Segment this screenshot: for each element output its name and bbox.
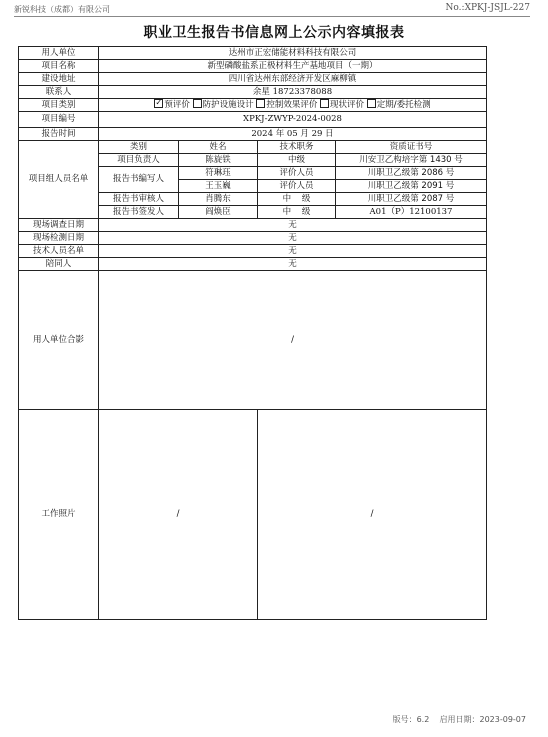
category-option-periodic-testing[interactable]: 定期/委托检测 [367, 100, 431, 110]
survey-date-value: 无 [99, 219, 487, 232]
team-label: 项目组人员名单 [19, 141, 99, 219]
address-label: 建设地址 [19, 73, 99, 86]
employer-label: 用人单位 [19, 47, 99, 60]
category-option-status-evaluation[interactable]: 现状评价 [320, 100, 364, 110]
team-writer-title: 评价人员 [258, 180, 336, 193]
team-header-title: 技术职务 [258, 141, 336, 154]
tech-staff-label: 技术人员名单 [19, 245, 99, 258]
team-reviewer-role: 报告书审核人 [99, 193, 179, 206]
header-company: 新锐科技（成都）有限公司 [14, 5, 110, 14]
test-date-label: 现场检测日期 [19, 232, 99, 245]
footer-version: 版号：6.2 [392, 715, 430, 724]
team-writer-role: 报告书编写人 [99, 167, 179, 193]
footer [393, 714, 526, 725]
team-header-category: 类别 [99, 141, 179, 154]
category-options [99, 99, 487, 112]
report-time-label: 报告时间 [19, 128, 99, 141]
escort-value: 无 [99, 258, 487, 271]
team-writer-name: 符琳珏 [179, 167, 258, 180]
team-issuer-name: 阎焕臣 [179, 206, 258, 219]
team-writer-cert: 川职卫乙级第 2086 号 [336, 167, 487, 180]
project-number-value: XPKJ-ZWYP-2024-0028 [99, 112, 487, 128]
team-header-cert: 资质证书号 [336, 141, 487, 154]
checkbox[interactable] [193, 99, 202, 108]
team-writer-name: 王玉巍 [179, 180, 258, 193]
work-photo-label: 工作照片 [19, 410, 99, 620]
team-writer-title: 评价人员 [258, 167, 336, 180]
work-photo-right: / [258, 410, 487, 620]
category-option-control-effect[interactable]: 控制效果评价 [256, 100, 317, 110]
header-doc-number: No.:XPKJ-JSJL-227 [445, 3, 530, 13]
project-name-value: 新型磷酸盐系正极材料生产基地项目（一期） [99, 60, 487, 73]
project-number-label: 项目编号 [19, 112, 99, 128]
contact-label: 联系人 [19, 86, 99, 99]
work-photo-left: / [99, 410, 258, 620]
group-photo-label: 用人单位合影 [19, 271, 99, 410]
team-reviewer-cert: 川职卫乙级第 2087 号 [336, 193, 487, 206]
form-table [18, 46, 487, 620]
header-divider [14, 16, 530, 17]
team-issuer-cert: A01（P）12100137 [336, 206, 487, 219]
checkbox[interactable] [320, 99, 329, 108]
team-leader-title: 中级 [258, 154, 336, 167]
form-title: 职业卫生报告书信息网上公示内容填报表 [143, 25, 405, 41]
test-date-value: 无 [99, 232, 487, 245]
employer-value: 达州市正宏储能材料科技有限公司 [99, 47, 487, 60]
team-leader-role: 项目负责人 [99, 154, 179, 167]
escort-label: 陪同人 [19, 258, 99, 271]
footer-enable-date: 启用日期：2023-09-07 [439, 715, 526, 724]
checkbox[interactable] [367, 99, 376, 108]
survey-date-label: 现场调查日期 [19, 219, 99, 232]
contact-value: 余星 18723378088 [99, 86, 487, 99]
address-value: 四川省达州东部经济开发区麻柳镇 [99, 73, 487, 86]
team-issuer-title: 中 级 [258, 206, 336, 219]
team-leader-name: 陈旋铁 [179, 154, 258, 167]
checkbox[interactable] [256, 99, 265, 108]
team-issuer-role: 报告书签发人 [99, 206, 179, 219]
project-name-label: 项目名称 [19, 60, 99, 73]
category-option-protection-design[interactable]: 防护设施设计 [193, 100, 254, 110]
team-reviewer-name: 肖腾东 [179, 193, 258, 206]
team-reviewer-title: 中 级 [258, 193, 336, 206]
checkbox-checked[interactable] [154, 99, 163, 108]
team-writer-cert: 川职卫乙级第 2091 号 [336, 180, 487, 193]
report-time-value: 2024 年 05 月 29 日 [99, 128, 487, 141]
team-header-name: 姓名 [179, 141, 258, 154]
category-label: 项目类别 [19, 99, 99, 112]
tech-staff-value: 无 [99, 245, 487, 258]
team-leader-cert: 川安卫乙构培字第 1430 号 [336, 154, 487, 167]
category-option-pre-evaluation[interactable]: ✓ 预评价 [154, 100, 190, 110]
group-photo-area: / [99, 271, 487, 410]
